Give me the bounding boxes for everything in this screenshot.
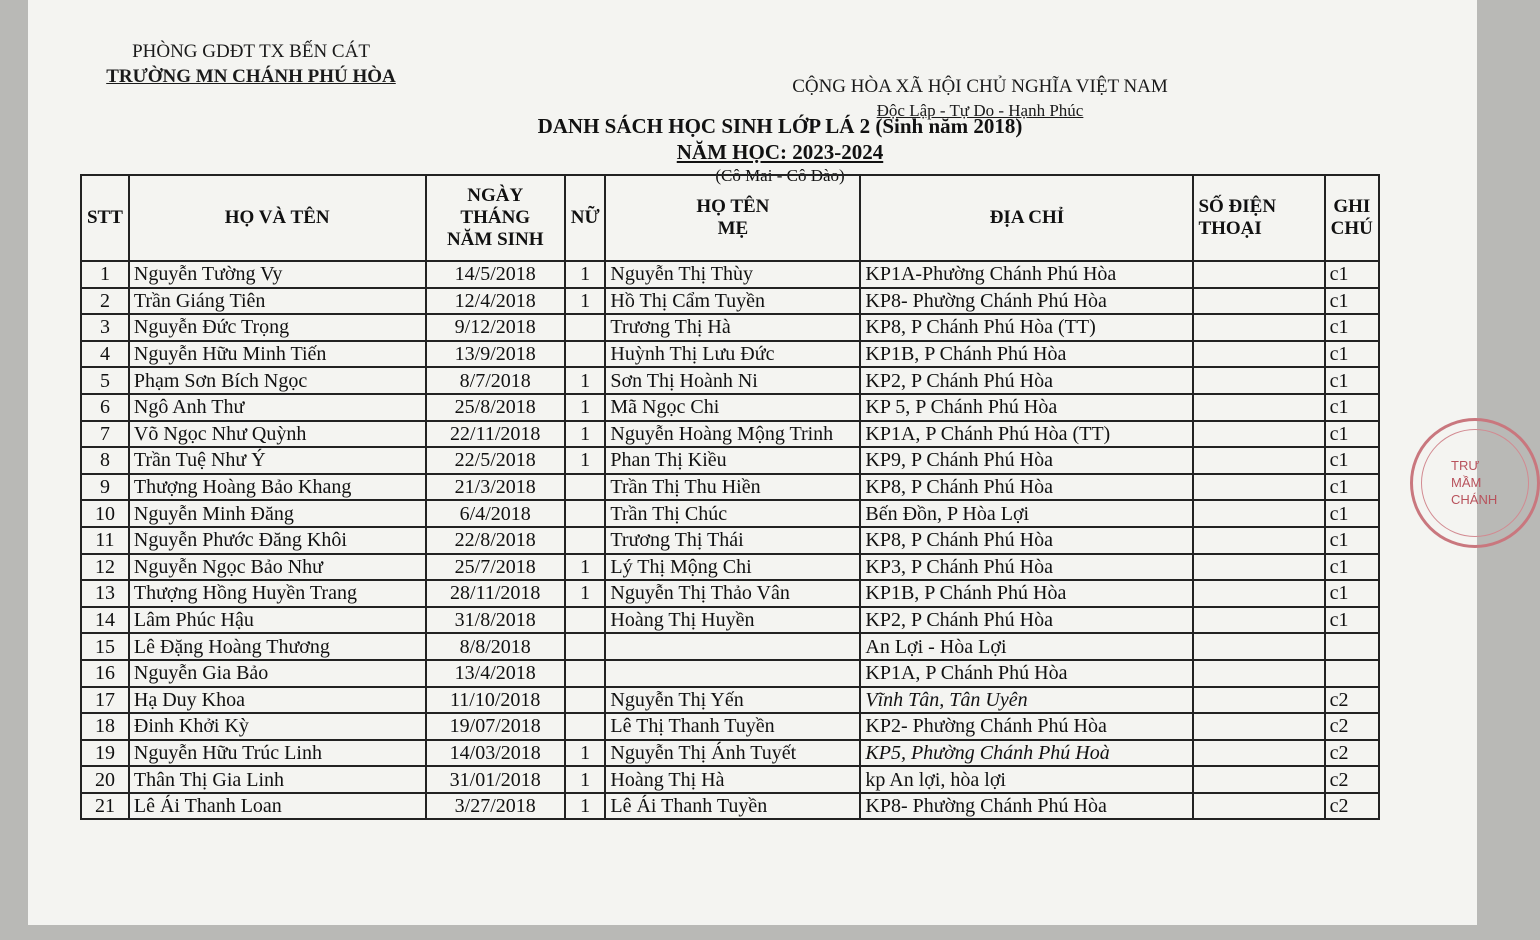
cell-stt: 14 [81,607,129,634]
cell-stt: 15 [81,633,129,660]
cell-stt: 1 [81,261,129,288]
header-phone [1193,175,1324,261]
cell-phone [1193,607,1324,634]
table-row [81,447,1379,474]
cell-phone [1193,740,1324,767]
header-dob-line2: THÁNG [460,207,531,228]
cell-phone [1193,766,1324,793]
cell-female: 1 [565,766,605,793]
cell-dob: 19/07/2018 [426,713,565,740]
cell-dob: 8/7/2018 [426,367,565,394]
cell-stt: 10 [81,500,129,527]
table-header-row [81,175,1379,261]
cell-mother: Nguyễn Hoàng Mộng Trinh [605,421,860,448]
table-row [81,288,1379,315]
cell-dob: 3/27/2018 [426,793,565,820]
table-row [81,713,1379,740]
cell-female [565,341,605,368]
seal-line-3: CHÁNH [1451,492,1498,507]
student-roster-table [80,174,1380,820]
cell-phone [1193,687,1324,714]
cell-note: c1 [1325,554,1379,581]
cell-female: 1 [565,554,605,581]
cell-mother: Lê Thị Thanh Tuyền [605,713,860,740]
cell-mother: Nguyễn Thị Thảo Vân [605,580,860,607]
table-row [81,261,1379,288]
cell-female [565,713,605,740]
cell-phone [1193,527,1324,554]
cell-female [565,687,605,714]
cell-phone [1193,793,1324,820]
cell-stt: 9 [81,474,129,501]
header-stt: STT [81,175,129,261]
table-row [81,367,1379,394]
cell-note: c1 [1325,394,1379,421]
cell-dob: 14/03/2018 [426,740,565,767]
cell-name: Lê Đặng Hoàng Thương [129,633,426,660]
header-mother-line1: HỌ TÊN [696,196,770,217]
table-row [81,660,1379,687]
cell-dob: 22/8/2018 [426,527,565,554]
cell-dob: 13/4/2018 [426,660,565,687]
cell-dob: 11/10/2018 [426,687,565,714]
cell-mother: Hồ Thị Cẩm Tuyền [605,288,860,315]
cell-name: Nguyễn Minh Đăng [129,500,426,527]
table-row [81,554,1379,581]
header-phone-line2: THOẠI [1198,218,1262,239]
cell-phone [1193,367,1324,394]
cell-mother: Trương Thị Hà [605,314,860,341]
cell-mother: Nguyễn Thị Yến [605,687,860,714]
cell-name: Trần Giáng Tiên [129,288,426,315]
cell-stt: 3 [81,314,129,341]
cell-mother: Lý Thị Mộng Chi [605,554,860,581]
cell-stt: 11 [81,527,129,554]
cell-address: KP1B, P Chánh Phú Hòa [860,580,1193,607]
cell-female [565,633,605,660]
cell-address: Vĩnh Tân, Tân Uyên [860,687,1193,714]
table-row [81,421,1379,448]
cell-note: c1 [1325,341,1379,368]
cell-dob: 13/9/2018 [426,341,565,368]
cell-name: Nguyễn Tường Vy [129,261,426,288]
cell-phone [1193,500,1324,527]
cell-female [565,474,605,501]
table-row [81,580,1379,607]
cell-address: KP2, P Chánh Phú Hòa [860,367,1193,394]
cell-note: c1 [1325,527,1379,554]
seal-line-2: MẦM [1451,475,1482,490]
cell-dob: 14/5/2018 [426,261,565,288]
cell-dob: 31/8/2018 [426,607,565,634]
cell-address: An Lợi - Hòa Lợi [860,633,1193,660]
cell-phone [1193,554,1324,581]
title-school-year: NĂM HỌC: 2023-2024 [676,140,884,164]
cell-female: 1 [565,740,605,767]
cell-name: Nguyễn Ngọc Bảo Như [129,554,426,581]
cell-name: Thượng Hồng Huyền Trang [129,580,426,607]
cell-female: 1 [565,580,605,607]
cell-female: 1 [565,447,605,474]
cell-name: Thượng Hoàng Bảo Khang [129,474,426,501]
cell-note: c2 [1325,713,1379,740]
table-row [81,527,1379,554]
cell-dob: 9/12/2018 [426,314,565,341]
cell-note: c2 [1325,793,1379,820]
country-name: CỘNG HÒA XÃ HỘI CHỦ NGHĨA VIỆT NAM [792,76,1168,97]
cell-stt: 4 [81,341,129,368]
cell-female [565,660,605,687]
cell-note: c1 [1325,367,1379,394]
cell-female: 1 [565,793,605,820]
header-note-line1: GHI [1333,196,1371,217]
cell-name: Nguyễn Hữu Trúc Linh [129,740,426,767]
table-row [81,341,1379,368]
cell-phone [1193,447,1324,474]
cell-name: Thân Thị Gia Linh [129,766,426,793]
cell-stt: 7 [81,421,129,448]
cell-stt: 19 [81,740,129,767]
cell-female [565,527,605,554]
cell-dob: 28/11/2018 [426,580,565,607]
cell-stt: 5 [81,367,129,394]
cell-note: c1 [1325,447,1379,474]
cell-dob: 8/8/2018 [426,633,565,660]
cell-address: kp An lợi, hòa lợi [860,766,1193,793]
cell-name: Nguyễn Gia Bảo [129,660,426,687]
cell-note: c1 [1325,288,1379,315]
table-row [81,607,1379,634]
cell-address: KP5, Phường Chánh Phú Hoà [860,740,1193,767]
cell-name: Nguyễn Hữu Minh Tiến [129,341,426,368]
cell-dob: 6/4/2018 [426,500,565,527]
cell-address: KP1A, P Chánh Phú Hòa (TT) [860,421,1193,448]
cell-address: KP8, P Chánh Phú Hòa [860,474,1193,501]
cell-mother: Nguyễn Thị Ánh Tuyết [605,740,860,767]
cell-dob: 22/11/2018 [426,421,565,448]
cell-note: c1 [1325,421,1379,448]
header-left [86,40,416,90]
cell-phone [1193,288,1324,315]
cell-mother: Mã Ngọc Chi [605,394,860,421]
cell-phone [1193,314,1324,341]
cell-female [565,500,605,527]
cell-name: Võ Ngọc Như Quỳnh [129,421,426,448]
cell-stt: 13 [81,580,129,607]
cell-note: c1 [1325,607,1379,634]
cell-note: c1 [1325,474,1379,501]
table-row [81,500,1379,527]
cell-female: 1 [565,421,605,448]
cell-stt: 20 [81,766,129,793]
header-dob-line1: NGÀY [467,185,524,206]
cell-mother: Trần Thị Chúc [605,500,860,527]
cell-note: c1 [1325,580,1379,607]
cell-address: KP8, P Chánh Phú Hòa (TT) [860,314,1193,341]
table-body [81,261,1379,819]
cell-name: Hạ Duy Khoa [129,687,426,714]
cell-dob: 21/3/2018 [426,474,565,501]
cell-stt: 8 [81,447,129,474]
cell-address: KP 5, P Chánh Phú Hòa [860,394,1193,421]
table-row [81,766,1379,793]
seal-text [1451,457,1497,508]
table-row [81,687,1379,714]
cell-address: KP8- Phường Chánh Phú Hòa [860,288,1193,315]
cell-address: KP2, P Chánh Phú Hòa [860,607,1193,634]
table-row [81,740,1379,767]
cell-female [565,607,605,634]
cell-stt: 6 [81,394,129,421]
cell-mother: Lê Ái Thanh Tuyền [605,793,860,820]
header-dob [426,175,565,261]
cell-note: c1 [1325,314,1379,341]
header-mother-line2: MẸ [717,218,749,239]
cell-phone [1193,633,1324,660]
cell-stt: 2 [81,288,129,315]
header-note-line2: CHÚ [1330,218,1373,239]
cell-phone [1193,660,1324,687]
cell-phone [1193,421,1324,448]
seal-line-1: TRƯ [1451,458,1480,473]
table-row [81,633,1379,660]
title-line-1: DANH SÁCH HỌC SINH LỚP LÁ 2 (Sinh năm 2018) [537,114,1023,138]
header-mother [605,175,860,261]
cell-mother: Hoàng Thị Huyền [605,607,860,634]
cell-phone [1193,580,1324,607]
cell-female: 1 [565,394,605,421]
cell-stt: 18 [81,713,129,740]
cell-name: Phạm Sơn Bích Ngọc [129,367,426,394]
cell-phone [1193,474,1324,501]
cell-name: Đinh Khởi Kỳ [129,713,426,740]
cell-name: Nguyễn Đức Trọng [129,314,426,341]
cell-mother: Sơn Thị Hoành Ni [605,367,860,394]
cell-mother: Hoàng Thị Hà [605,766,860,793]
cell-note: c2 [1325,766,1379,793]
cell-address: Bến Đồn, P Hòa Lợi [860,500,1193,527]
cell-note: c2 [1325,740,1379,767]
cell-address: KP1B, P Chánh Phú Hòa [860,341,1193,368]
cell-dob: 31/01/2018 [426,766,565,793]
cell-mother [605,633,860,660]
cell-address: KP1A-Phường Chánh Phú Hòa [860,261,1193,288]
cell-address: KP8, P Chánh Phú Hòa [860,527,1193,554]
header-address: ĐỊA CHỈ [860,175,1193,261]
cell-mother: Trương Thị Thái [605,527,860,554]
header-name: HỌ VÀ TÊN [129,175,426,261]
header-female: NỮ [565,175,605,261]
cell-note: c1 [1325,500,1379,527]
cell-note: c2 [1325,687,1379,714]
title-teachers: (Cô Mai - Cô Đào) [715,166,845,185]
cell-female: 1 [565,288,605,315]
cell-mother: Huỳnh Thị Lưu Đức [605,341,860,368]
school-name: TRƯỜNG MN CHÁNH PHÚ HÒA [106,66,396,87]
cell-female: 1 [565,367,605,394]
cell-name: Nguyễn Phước Đăng Khôi [129,527,426,554]
cell-name: Ngô Anh Thư [129,394,426,421]
cell-female [565,314,605,341]
cell-female: 1 [565,261,605,288]
cell-address: KP2- Phường Chánh Phú Hòa [860,713,1193,740]
cell-address: KP9, P Chánh Phú Hòa [860,447,1193,474]
cell-dob: 12/4/2018 [426,288,565,315]
table-row [81,474,1379,501]
cell-stt: 17 [81,687,129,714]
official-seal [1410,418,1540,548]
cell-stt: 21 [81,793,129,820]
cell-dob: 25/8/2018 [426,394,565,421]
table-row [81,314,1379,341]
cell-address: KP3, P Chánh Phú Hòa [860,554,1193,581]
cell-address: KP1A, P Chánh Phú Hòa [860,660,1193,687]
cell-note: c1 [1325,261,1379,288]
cell-note [1325,633,1379,660]
cell-address: KP8- Phường Chánh Phú Hòa [860,793,1193,820]
cell-stt: 12 [81,554,129,581]
cell-stt: 16 [81,660,129,687]
national-motto: Độc Lập - Tự Do - Hạnh Phúc [876,101,1084,120]
cell-mother: Nguyễn Thị Thùy [605,261,860,288]
cell-mother: Phan Thị Kiều [605,447,860,474]
cell-dob: 25/7/2018 [426,554,565,581]
cell-phone [1193,713,1324,740]
header-dob-line3: NĂM SINH [446,229,544,250]
cell-note [1325,660,1379,687]
cell-dob: 22/5/2018 [426,447,565,474]
cell-name: Lê Ái Thanh Loan [129,793,426,820]
cell-phone [1193,394,1324,421]
cell-name: Trần Tuệ Như Ý [129,447,426,474]
cell-mother [605,660,860,687]
cell-phone [1193,341,1324,368]
table-row [81,394,1379,421]
table-row [81,793,1379,820]
cell-phone [1193,261,1324,288]
department-name: PHÒNG GDĐT TX BẾN CÁT [132,41,370,62]
header-note [1325,175,1379,261]
cell-mother: Trần Thị Thu Hiền [605,474,860,501]
cell-name: Lâm Phúc Hậu [129,607,426,634]
header-phone-line1: SỐ ĐIỆN [1198,196,1277,217]
